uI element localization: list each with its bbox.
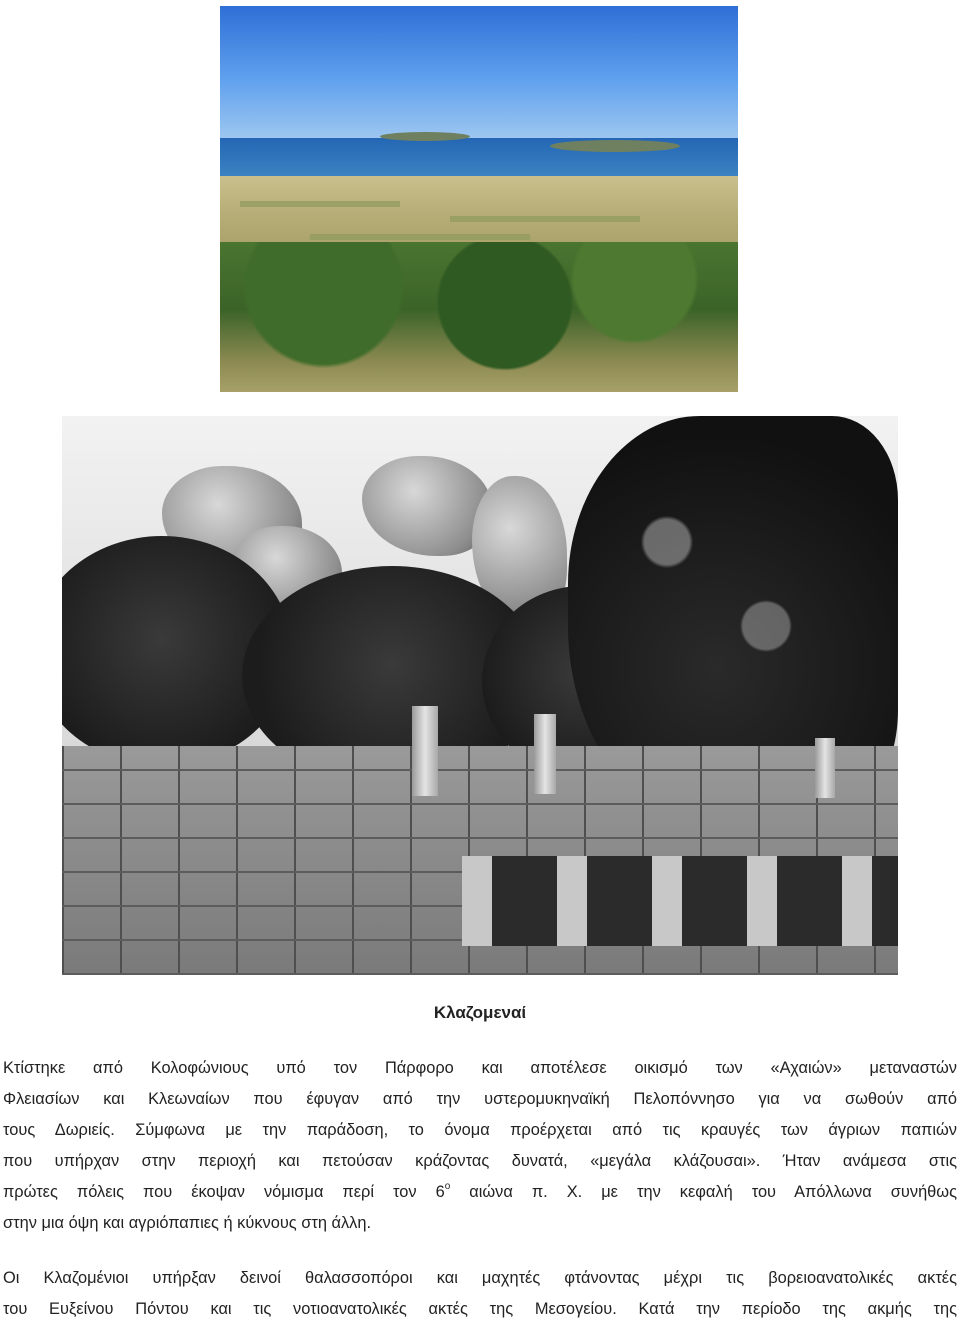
ruins-photo: [62, 416, 898, 975]
text-line: Φλειασίων και Κλεωναίων που έφυγαν από την υστερομυκηναϊκή Πελοπόννησο για να σωθούν από: [3, 1090, 957, 1108]
text-line: τους Δωριείς. Σύμφωνα με την παράδοση, το όνομα προέρχεται από τις κραυγές των άγριων παπιών: [3, 1121, 957, 1139]
section-title: Κλαζομεναί: [433, 1003, 527, 1022]
text-line: που υπήρχαν στην περιοχή και πετούσαν κράζοντας δυνατά, «μεγάλα κλάζουσαι». Ήταν ανάμεσα στις: [3, 1152, 957, 1170]
text-line: Κτίστηκε από Κολοφώνιους υπό τον Πάρφορο και αποτέλεσε οικισμό των «Αχαιών» μεταναστών: [3, 1059, 957, 1077]
colonnade: [462, 856, 898, 946]
column: [412, 706, 438, 796]
island: [550, 140, 680, 152]
paragraph-2: [3, 1263, 957, 1325]
text-line: Οι Κλαζομένιοι υπήρξαν δεινοί θαλασσοπόροι και μαχητές φτάνοντας μέχρι τις βορειοανατολικές ακτές: [3, 1269, 957, 1287]
column: [534, 714, 556, 794]
island: [380, 132, 470, 141]
wooded-hills: [220, 242, 738, 392]
paragraph-1: [3, 1053, 957, 1239]
text-line: του Ευξείνου Πόντου και τις νοτιοανατολικές ακτές της Μεσογείου. Κατά την περίοδο της ακμής της: [3, 1300, 957, 1318]
text-line: στην μια όψη και αγριόπαπιες ή κύκνους στη άλλη.: [3, 1214, 372, 1232]
sky: [220, 6, 738, 138]
landscape-photo: [220, 6, 738, 392]
text-line: πρώτες πόλεις που έκοψαν νόμισμα περί τον $6^o$ αιώνα π. Χ. με την κεφαλή του Απόλλωνα συνήθως: [3, 1180, 957, 1201]
column: [815, 738, 835, 798]
